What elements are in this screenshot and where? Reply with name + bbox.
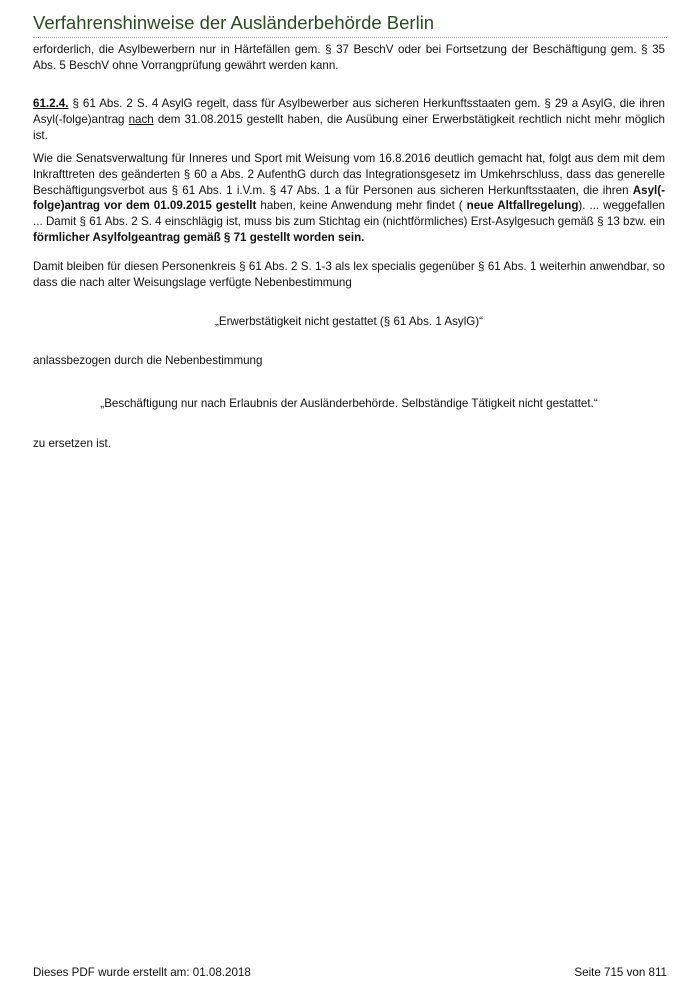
header-divider bbox=[33, 37, 667, 38]
paragraph-text: dem 31.08.2015 gestellt haben, die Ausübung einer Erwerbstätigkeit rechtlich nicht mehr möglich ist. bbox=[33, 112, 665, 142]
quoted-condition-old: „Erwerbstätigkeit nicht gestattet (§ 61 Abs. 1 AsylG)“ bbox=[214, 315, 484, 328]
page-title: Verfahrenshinweise der Ausländerbehörde Berlin bbox=[33, 12, 435, 33]
bold-text: Asyl(-folge)antrag vor dem 01.09.2015 gestellt bbox=[33, 183, 665, 213]
paragraph-text: ). ... weggefallen ... Damit § 61 Abs. 2 S. 4 einschlägig ist, muss bis zum Stichtag ein (nichtförmliches) Erst-Asylgesuch gemäß § 13 bzw. ein bbox=[33, 199, 665, 229]
paragraph-text: haben, keine Anwendung mehr findet ( bbox=[256, 199, 467, 213]
paragraph-senate-instruction bbox=[33, 151, 665, 246]
paragraph-61-2-4 bbox=[33, 96, 665, 143]
underlined-word: nach bbox=[128, 112, 154, 126]
section-number: 61.2.4. bbox=[33, 97, 69, 110]
paragraph-transition: anlassbezogen durch die Nebenbestimmung bbox=[33, 354, 263, 367]
bold-text: neue Altfallregelung bbox=[466, 199, 579, 213]
paragraph-continuation: erforderlich, die Asylbewerbern nur in Härtefällen gem. § 37 BeschV oder bei Fortsetzung der Beschäftigung gem. § 35 Abs. 5 BeschV ohne Vorrangprüfung gewährt werden kann. bbox=[33, 43, 665, 72]
footer-page-number: Seite 715 von 811 bbox=[574, 966, 667, 979]
footer-created-date: Dieses PDF wurde erstellt am: 01.08.2018 bbox=[33, 966, 251, 979]
paragraph-lex-specialis: Damit bleiben für diesen Personenkreis § 61 Abs. 2 S. 1-3 als lex specialis gegenüber § 61 Abs. 1 weiterhin anwendbar, so dass die nach alter Weisungslage verfügte Nebenbestimmung bbox=[33, 260, 665, 289]
bold-text: förmlicher Asylfolgeantrag gemäß § 71 gestellt worden sein. bbox=[33, 230, 365, 244]
quoted-condition-new: „Beschäftigung nur nach Erlaubnis der Ausländerbehörde. Selbständige Tätigkeit nicht gestattet.“ bbox=[100, 397, 598, 410]
paragraph-closing: zu ersetzen ist. bbox=[33, 437, 111, 450]
paragraph-text: § 61 Abs. 2 S. 4 AsylG regelt, dass für Asylbewerber aus sicheren Herkunftsstaaten gem. § 29 a AsylG, die ihren Asyl(-folge)antrag bbox=[33, 97, 665, 126]
paragraph-text: Wie die Senatsverwaltung für Inneres und Sport mit Weisung vom 16.8.2016 deutlich gemacht hat, folgt aus dem mit dem Inkrafttreten des geänderten § 60 a Abs. 2 AufenthG durch das Integrationsgesetz im Umkehrschluss, dass das generelle Beschäftigungsverbot aus § 61 Abs. 1 i.V.m. § 47 Abs. 1 a für Personen aus sicheren Herkunftsstaaten, die ihren bbox=[33, 152, 665, 197]
